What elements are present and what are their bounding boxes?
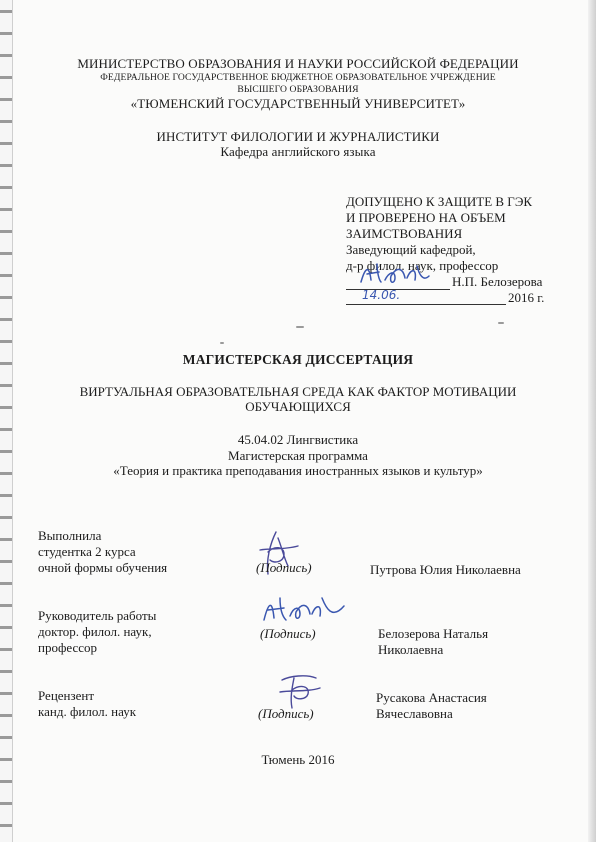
page-edge-shadow (588, 0, 596, 842)
supervisor-role-line-2: доктор. филол. наук, (38, 624, 152, 639)
department-name: Кафедра английского языка (220, 144, 376, 159)
student-role-line-2: студентка 2 курса (38, 544, 136, 559)
student-role-line-3: очной формы обучения (38, 560, 168, 575)
program-label: Магистерская программа (228, 448, 368, 463)
institute-name: ИНСТИТУТ ФИЛОЛОГИИ И ЖУРНАЛИСТИКИ (156, 129, 440, 144)
thesis-title-line-2: ОБУЧАЮЩИХСЯ (245, 399, 351, 414)
institution-line-1: ФЕДЕРАЛЬНОЕ ГОСУДАРСТВЕННОЕ БЮДЖЕТНОЕ ОБРАЗОВАТЕЛЬНОЕ УЧРЕЖДЕНИЕ (100, 72, 496, 83)
reviewer-signature-handwritten (272, 670, 332, 710)
city-year: Тюмень 2016 (261, 752, 335, 767)
supervisor-role-line-3: профессор (38, 640, 98, 655)
supervisor-name-line-2: Николаевна (378, 642, 444, 657)
date-handwritten: 14.06. (362, 288, 401, 302)
approval-head-title: Заведующий кафедрой, (346, 242, 476, 257)
supervisor-role-line-1: Руководитель работы (38, 608, 157, 623)
thesis-title-line-1: ВИРТУАЛЬНАЯ ОБРАЗОВАТЕЛЬНАЯ СРЕДА КАК ФАКТОР МОТИВАЦИИ (79, 384, 517, 399)
scan-speck (296, 326, 304, 328)
reviewer-role-line-1: Рецензент (38, 688, 95, 703)
supervisor-signature-handwritten (258, 592, 354, 628)
approval-head-degree: д-р филол. наук, профессор (346, 258, 499, 273)
approval-head-name: Н.П. Белозерова (452, 274, 543, 289)
reviewer-role-line-2: канд. филол. наук (38, 704, 137, 719)
scan-speck (498, 322, 504, 324)
student-role-line-1: Выполнила (38, 528, 102, 543)
university-name: «ТЮМЕНСКИЙ ГОСУДАРСТВЕННЫЙ УНИВЕРСИТЕТ» (130, 96, 466, 111)
date-line (346, 304, 506, 305)
reviewer-signature-label: (Подпись) (258, 706, 314, 721)
supervisor-name-line-1: Белозерова Наталья (378, 626, 489, 641)
approval-line-2: И ПРОВЕРЕНО НА ОБЪЕМ (346, 210, 506, 225)
student-name: Путрова Юлия Николаевна (370, 562, 521, 577)
supervisor-signature-label: (Подпись) (260, 626, 316, 641)
reviewer-name-line-1: Русакова Анастасия (376, 690, 487, 705)
approval-line-3: ЗАИМСТВОВАНИЯ (346, 226, 463, 241)
approval-line-1: ДОПУЩЕНО К ЗАЩИТЕ В ГЭК (346, 194, 533, 209)
ministry-line: МИНИСТЕРСТВО ОБРАЗОВАНИЯ И НАУКИ РОССИЙСКОЙ ФЕДЕРАЦИИ (77, 56, 519, 71)
program-name: «Теория и практика преподавания иностранных языков и культур» (113, 463, 483, 478)
student-signature-label: (Подпись) (256, 560, 312, 575)
thesis-type: МАГИСТЕРСКАЯ ДИССЕРТАЦИЯ (182, 352, 414, 367)
approval-year: 2016 г. (508, 290, 545, 305)
reviewer-name-line-2: Вячеславовна (376, 706, 453, 721)
head-signature-handwritten (355, 258, 445, 290)
thesis-code: 45.04.02 Лингвистика (237, 432, 359, 447)
scan-speck (220, 342, 224, 344)
binding-edge (0, 0, 13, 842)
institution-line-2: ВЫСШЕГО ОБРАЗОВАНИЯ (237, 84, 359, 95)
